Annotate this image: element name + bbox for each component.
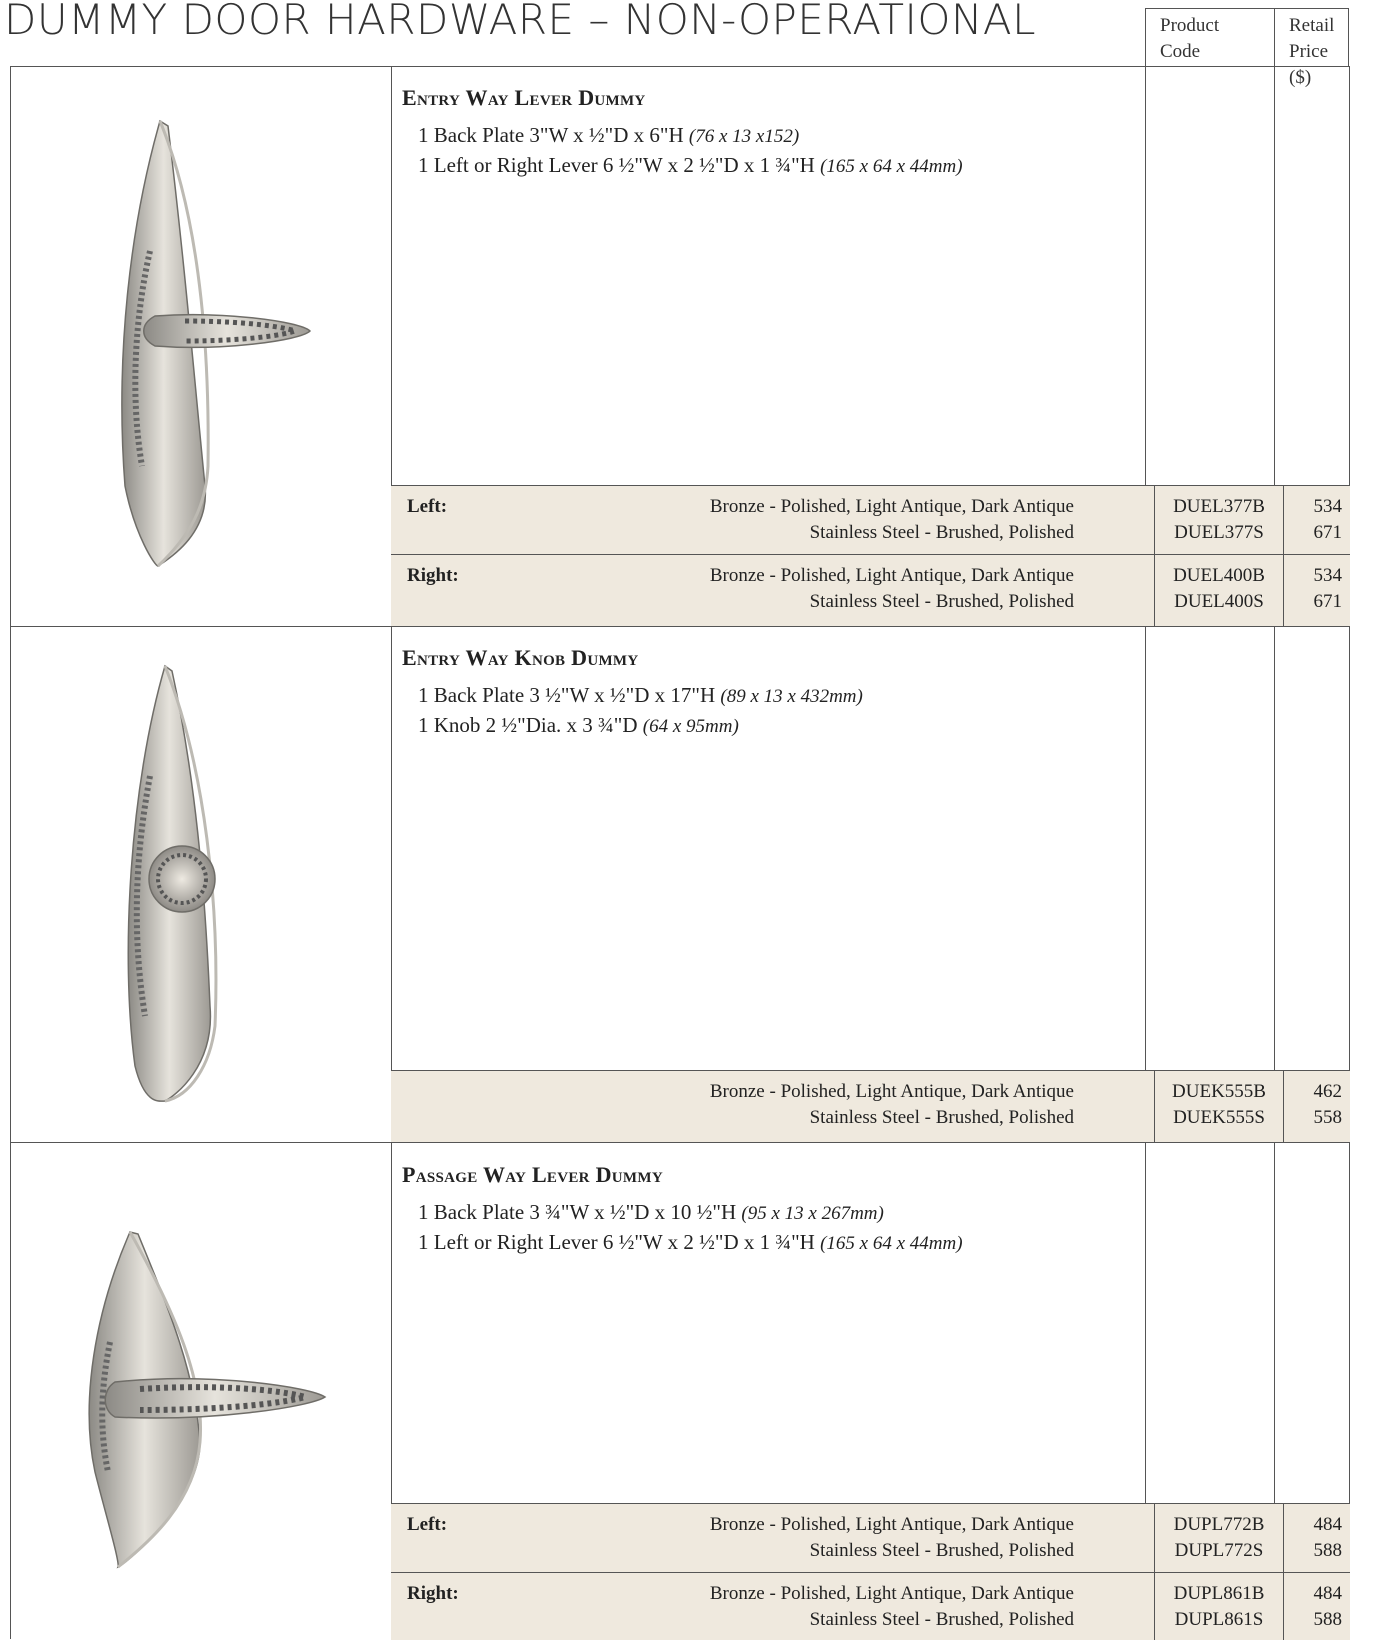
product-code: DUPL772S (1174, 1540, 1264, 1561)
product-spec-list (418, 1198, 963, 1258)
finish-side-label: Right: (407, 1583, 459, 1604)
retail-price: 588 (1313, 1609, 1342, 1630)
finish-options (710, 1512, 1074, 1564)
spec-line (418, 681, 863, 711)
finish-side-label: Right: (407, 565, 459, 586)
product-code: DUPL772B (1173, 1514, 1265, 1535)
header-code-line1: Product (1160, 15, 1220, 36)
finish-options (710, 1079, 1074, 1131)
spec-line (418, 151, 963, 181)
header-price-line2: Price ($) (1289, 41, 1329, 88)
spec-metric: (89 x 13 x 432mm) (720, 686, 863, 707)
retail-prices (1284, 563, 1342, 615)
finish-row (391, 1503, 1350, 1572)
product-code: DUEL400S (1174, 591, 1264, 612)
spec-metric: (165 x 64 x 44mm) (820, 1233, 963, 1254)
spec-text: 1 Back Plate 3 ½"W x ½"D x 17"H (418, 683, 721, 707)
finish-row (391, 1572, 1350, 1640)
retail-prices (1284, 1512, 1342, 1564)
spec-line (418, 711, 863, 741)
header-code-line2: Code (1160, 41, 1201, 62)
finish-option: Stainless Steel - Brushed, Polished (809, 591, 1074, 612)
retail-price: 484 (1313, 1583, 1342, 1604)
header-product-code (1145, 8, 1275, 66)
finish-options (710, 563, 1074, 615)
spec-metric: (95 x 13 x 267mm) (741, 1203, 884, 1224)
finish-option: Stainless Steel - Brushed, Polished (809, 1609, 1074, 1630)
product-code: DUEK555S (1173, 1107, 1265, 1128)
retail-price: 462 (1313, 1081, 1342, 1102)
product-image-cell (10, 1142, 391, 1639)
retail-price: 671 (1313, 591, 1342, 612)
retail-prices (1284, 1581, 1342, 1633)
finish-row (391, 554, 1350, 627)
spec-metric: (165 x 64 x 44mm) (820, 156, 963, 177)
product-title: Entry Way Knob Dummy (402, 645, 639, 670)
product-section-entry-knob (10, 626, 1350, 1142)
product-image-cell (10, 626, 391, 1142)
finish-option: Bronze - Polished, Light Antique, Dark Antique (709, 496, 1074, 517)
retail-price: 588 (1313, 1540, 1342, 1561)
finish-options (710, 1581, 1074, 1633)
spec-line (418, 1198, 963, 1228)
knob-dummy-image (10, 626, 391, 1142)
retail-price: 534 (1313, 496, 1342, 517)
passage-lever-dummy-image (10, 1142, 391, 1639)
product-codes (1154, 1581, 1284, 1633)
product-code: DUPL861S (1174, 1609, 1264, 1630)
spec-text: 1 Left or Right Lever 6 ½"W x 2 ½"D x 1 ¾"H (418, 1230, 821, 1254)
finish-side-label: Left: (407, 496, 448, 517)
spec-text: 1 Back Plate 3 ¾"W x ½"D x 10 ½"H (418, 1200, 742, 1224)
finish-option: Bronze - Polished, Light Antique, Dark Antique (709, 565, 1074, 586)
finish-option: Stainless Steel - Brushed, Polished (809, 1107, 1074, 1128)
spec-text: 1 Back Plate 3"W x ½"D x 6"H (418, 123, 689, 147)
spec-line (418, 121, 963, 151)
retail-prices (1284, 494, 1342, 546)
page-title: DUMMY DOOR HARDWARE – NON-OPERATIONAL (4, 0, 1037, 44)
product-codes (1154, 563, 1284, 615)
product-code: DUEL400B (1173, 565, 1265, 586)
finish-option: Bronze - Polished, Light Antique, Dark Antique (709, 1583, 1074, 1604)
finish-row (391, 1070, 1350, 1143)
product-codes (1154, 1079, 1284, 1131)
product-code: DUEL377B (1173, 496, 1265, 517)
finish-options (710, 494, 1074, 546)
product-code: DUPL861B (1173, 1583, 1265, 1604)
product-section-passage-lever (10, 1142, 1350, 1639)
product-title: Entry Way Lever Dummy (402, 85, 646, 110)
spec-metric: (64 x 95mm) (642, 716, 739, 737)
spec-line (418, 1228, 963, 1258)
product-spec-list (418, 681, 863, 741)
retail-price: 558 (1313, 1107, 1342, 1128)
product-codes (1154, 494, 1284, 546)
spec-metric: (76 x 13 x152) (688, 126, 800, 147)
product-code: DUEL377S (1174, 522, 1264, 543)
retail-price: 484 (1313, 1514, 1342, 1535)
product-title: Passage Way Lever Dummy (402, 1162, 663, 1187)
retail-price: 671 (1313, 522, 1342, 543)
product-section-entry-lever (10, 66, 1350, 626)
product-codes (1154, 1512, 1284, 1564)
finish-side-label: Left: (407, 1514, 448, 1535)
finish-option: Stainless Steel - Brushed, Polished (809, 522, 1074, 543)
product-image-cell (10, 66, 391, 626)
header-price-line1: Retail (1289, 15, 1335, 36)
finish-row (391, 485, 1350, 554)
spec-text: 1 Left or Right Lever 6 ½"W x 2 ½"D x 1 ¾"H (418, 153, 821, 177)
finish-option: Bronze - Polished, Light Antique, Dark Antique (709, 1081, 1074, 1102)
product-code: DUEK555B (1172, 1081, 1266, 1102)
finish-option: Bronze - Polished, Light Antique, Dark Antique (709, 1514, 1074, 1535)
spec-text: 1 Knob 2 ½"Dia. x 3 ¾"D (418, 713, 643, 737)
retail-prices (1284, 1079, 1342, 1131)
lever-dummy-image (10, 66, 391, 626)
finish-option: Stainless Steel - Brushed, Polished (809, 1540, 1074, 1561)
header-retail-price (1274, 8, 1349, 88)
retail-price: 534 (1313, 565, 1342, 586)
product-spec-list (418, 121, 963, 181)
